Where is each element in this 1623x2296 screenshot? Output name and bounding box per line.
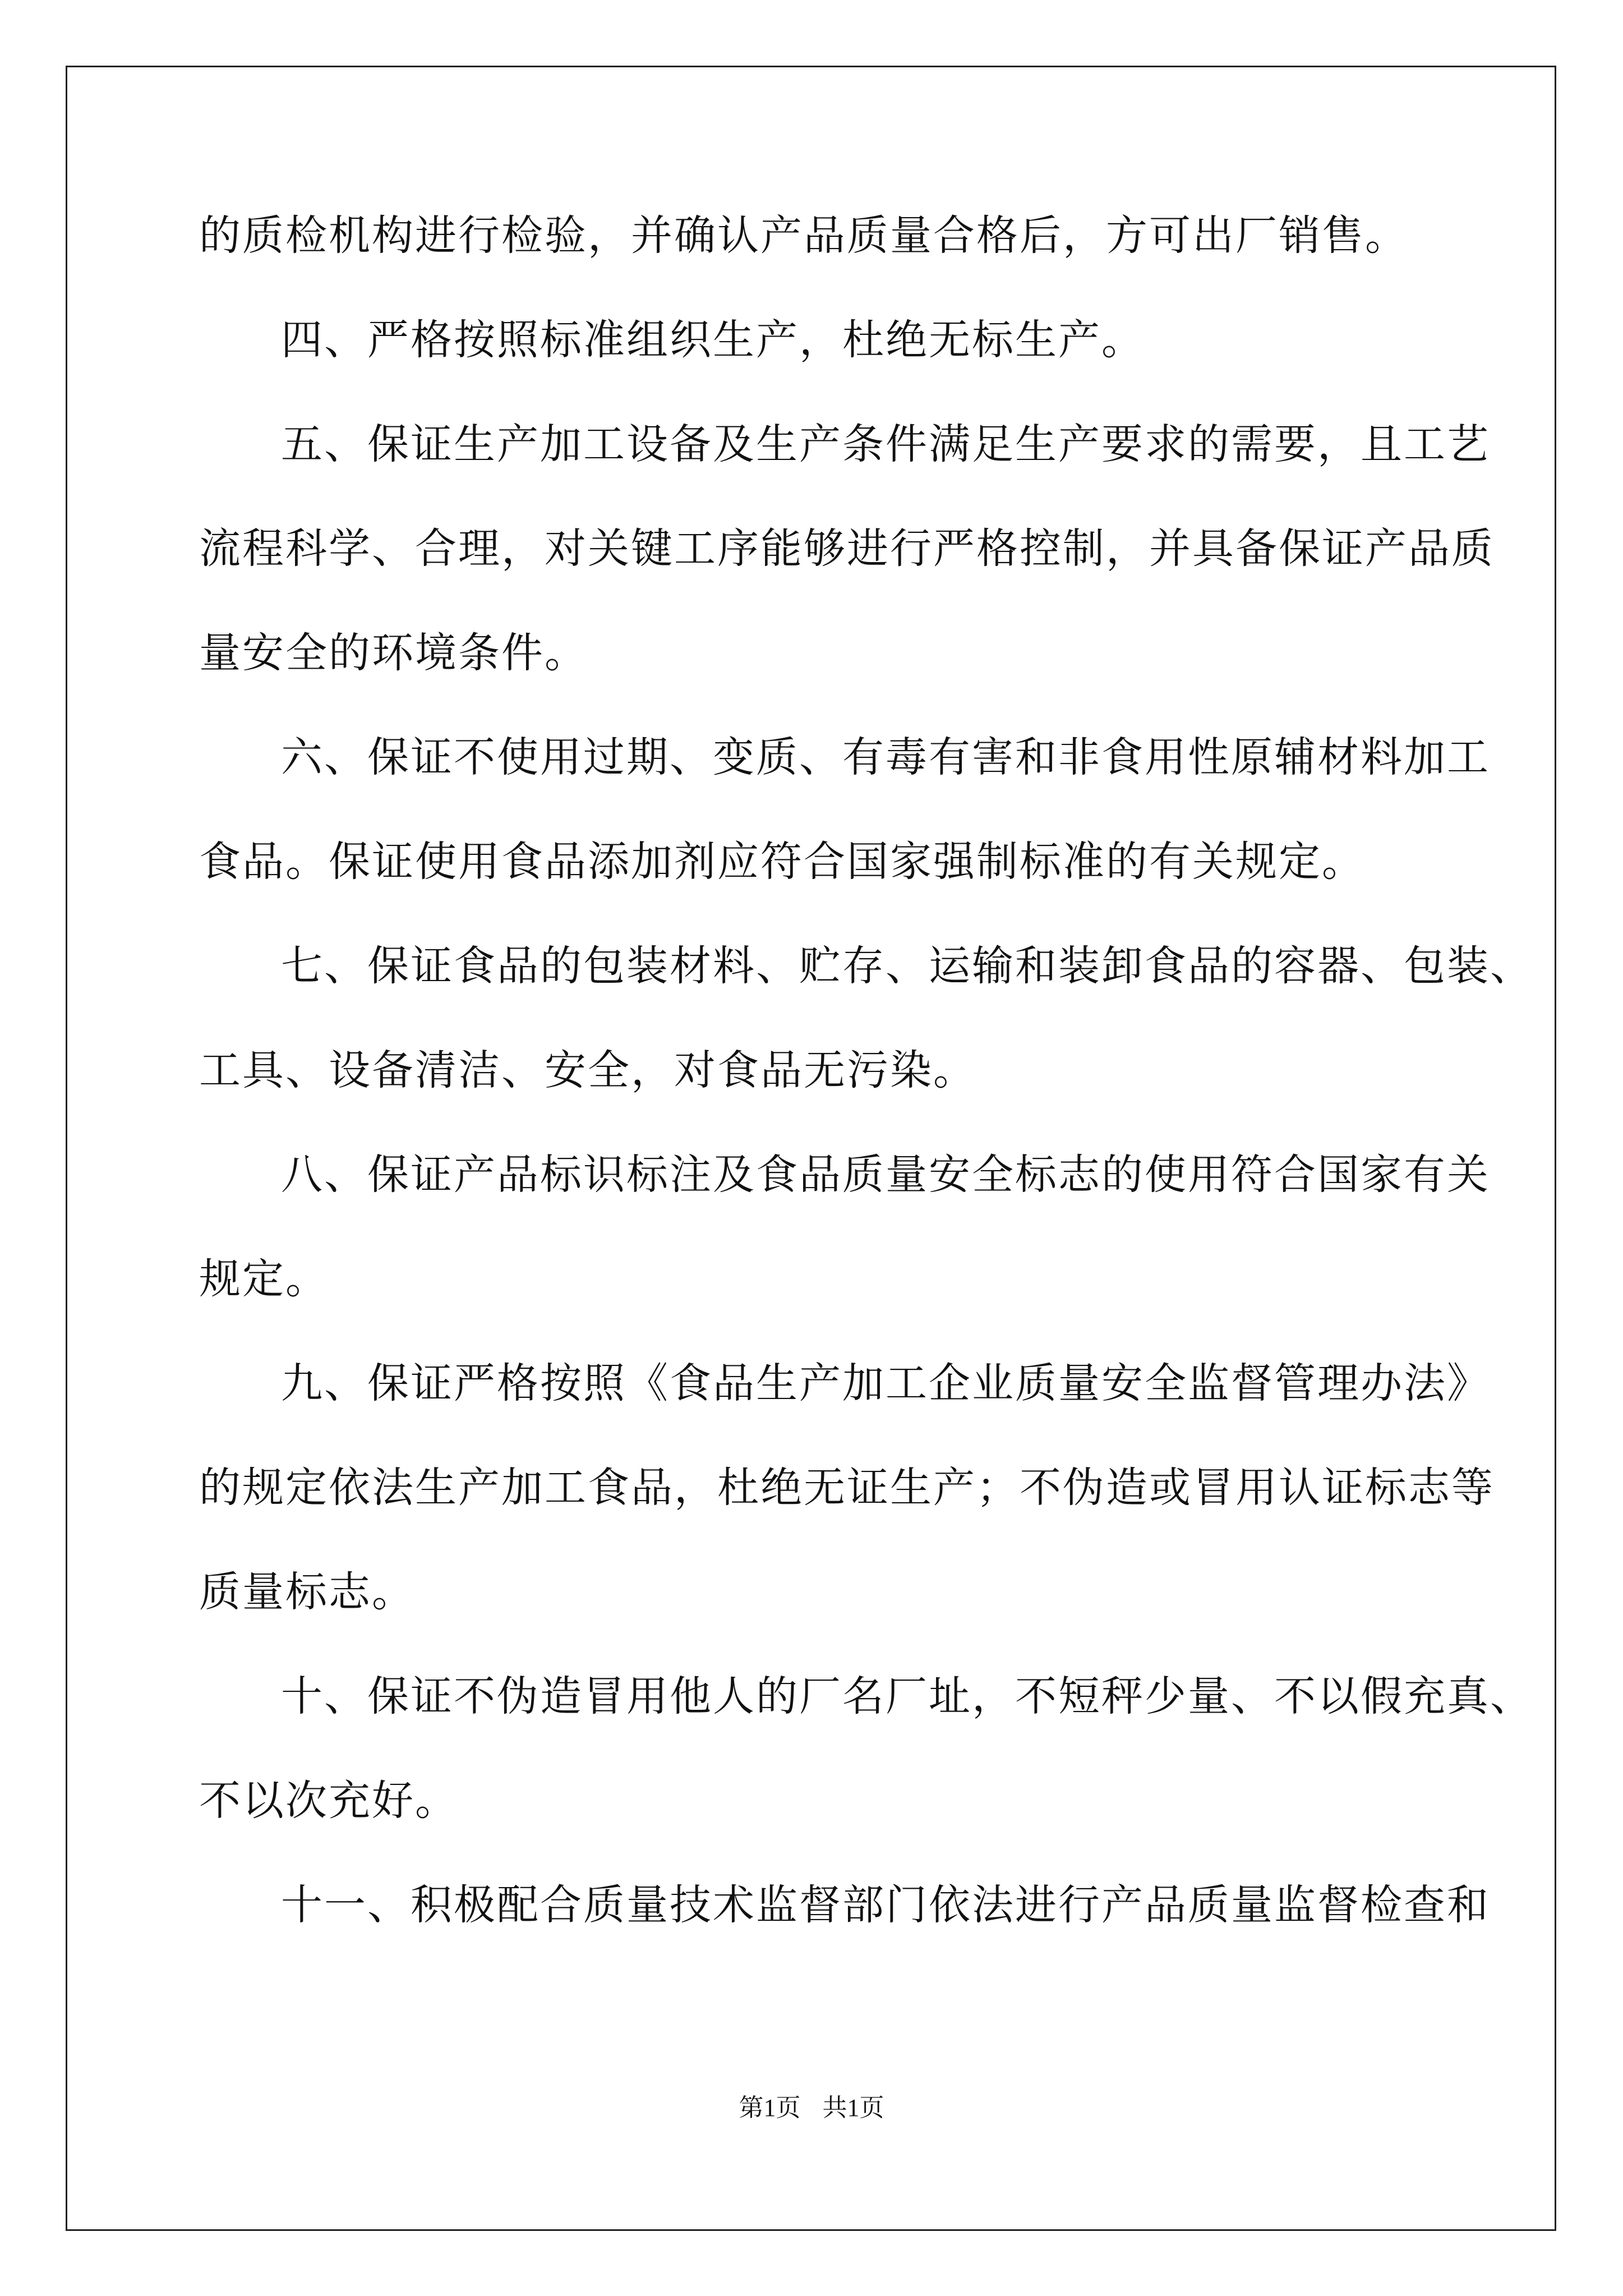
text-line: 的规定依法生产加工食品，杜绝无证生产；不伪造或冒用认证标志等	[199, 1464, 1495, 1512]
text-line: 食品。保证使用食品添加剂应符合国家强制标准的有关规定。	[199, 838, 1365, 886]
text-line: 的质检机构进行检验，并确认产品质量合格后，方可出厂销售。	[199, 211, 1408, 260]
text-line: 六、保证不使用过期、变质、有毒有害和非食用性原辅材料加工	[281, 733, 1490, 781]
text-line: 流程科学、合理，对关键工序能够进行严格控制，并具备保证产品质	[199, 524, 1495, 573]
text-line: 不以次充好。	[199, 1777, 458, 1825]
text-line: 五、保证生产加工设备及生产条件满足生产要求的需要，且工艺	[281, 420, 1490, 468]
text-line: 十一、积极配合质量技术监督部门依法进行产品质量监督检查和	[281, 1881, 1490, 1929]
text-line: 八、保证产品标识标注及食品质量安全标志的使用符合国家有关	[281, 1151, 1490, 1199]
text-line: 四、严格按照标准组织生产，杜绝无标生产。	[281, 316, 1145, 364]
text-line: 十、保证不伪造冒用他人的厂名厂址，不短秤少量、不以假充真、	[281, 1672, 1533, 1720]
text-line: 规定。	[199, 1255, 329, 1303]
page-footer	[0, 2091, 1623, 2125]
text-line: 工具、设备清洁、安全，对食品无污染。	[199, 1046, 976, 1094]
text-line: 量安全的环境条件。	[199, 629, 588, 677]
text-line: 质量标志。	[199, 1568, 415, 1616]
text-line: 九、保证严格按照《食品生产加工企业质量安全监督管理办法》	[281, 1359, 1490, 1407]
page-number: 第1页	[739, 2094, 801, 2122]
text-line: 七、保证食品的包装材料、贮存、运输和装卸食品的容器、包装、	[281, 942, 1533, 990]
page-total: 共1页	[822, 2094, 884, 2122]
